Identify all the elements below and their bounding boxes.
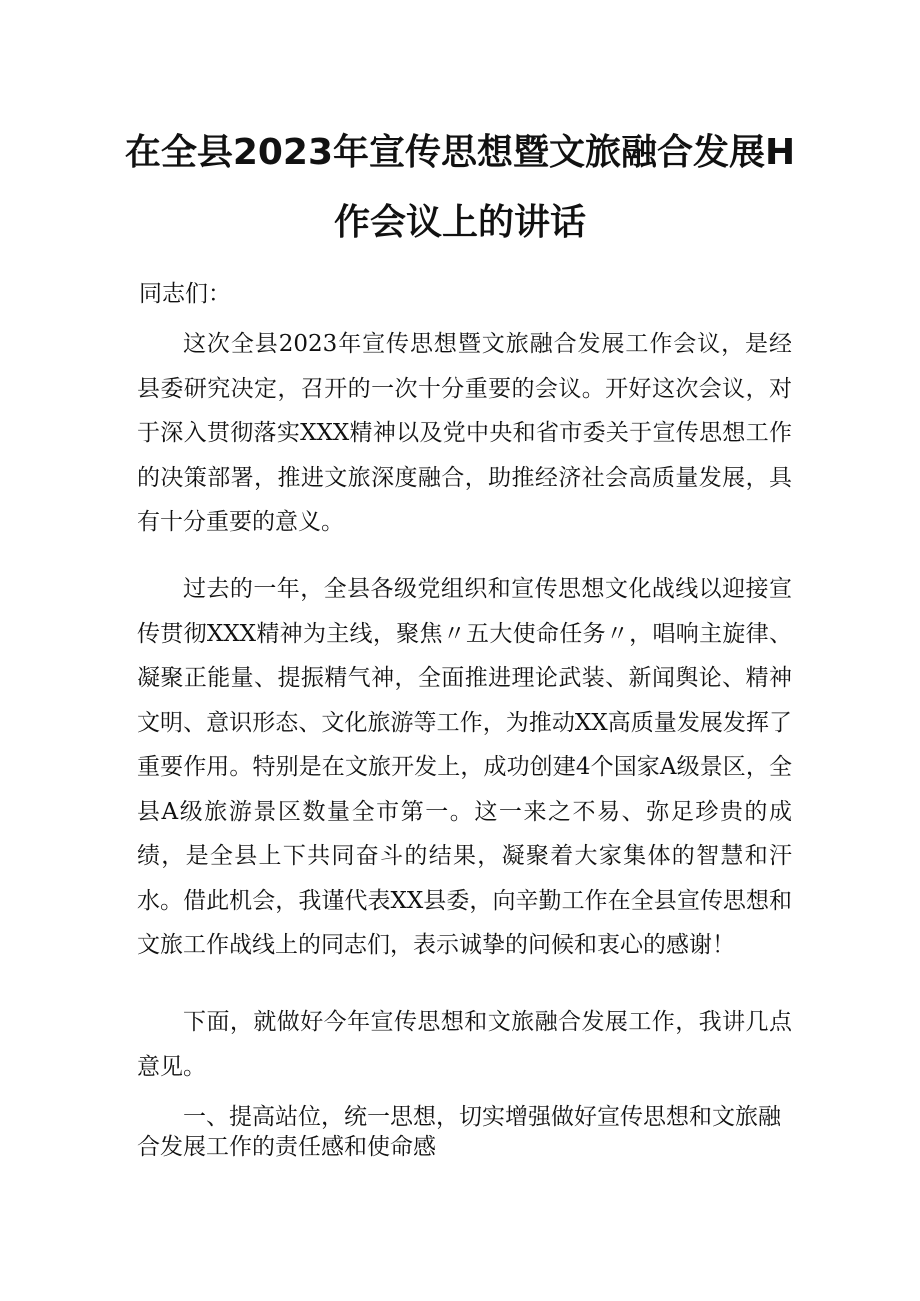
paragraph-2: 过去的一年，全县各级党组织和宣传思想文化战线以迎接宣传贯彻XXX精神为主线，聚焦〃五大使命任务〃，唱响主旋律、凝聚正能量、提振精气神，全面推进理论武装、新闻舆论、精神文明、意识形态、文化旅游等工作，为推动XX高质量发展发挥了重要作用。特别是在文旅开发上，成功创建4个国家A级景区，全县A级旅游景区数量全市第一。这一来之不易、弥足珍贵的成绩，是全县上下共同奋斗的结果，凝聚着大家集体的智慧和汗水。借此机会，我谨代表XX县委，向辛勤工作在全县宣传思想和文旅工作战线上的同志们，表示诚挚的问候和衷心的感谢！ <box>137 576 792 958</box>
section-heading-1: 一、提高站位，统一思想，切实增强做好宣传思想和文旅融合发展工作的责任感和使命感 <box>137 1104 781 1160</box>
salutation: 同志们： <box>139 281 231 307</box>
paragraph-1: 这次全县2023年宣传思想暨文旅融合发展工作会议，是经县委研究决定，召开的一次十分重要的会议。开好这次会议，对于深入贯彻落实XXX精神以及党中央和省市委关于宣传思想工作的决策部署，推进文旅深度融合，助推经济社会高质量发展，具有十分重要的意义。 <box>137 331 792 535</box>
document-title-line-2: 作会议上的讲话 <box>333 202 586 243</box>
paragraph-3: 下面，就做好今年宣传思想和文旅融合发展工作，我讲几点意见。 <box>137 1009 792 1080</box>
document-title-line-1: 在全县2023年宣传思想暨文旅融合发展H <box>124 132 796 173</box>
